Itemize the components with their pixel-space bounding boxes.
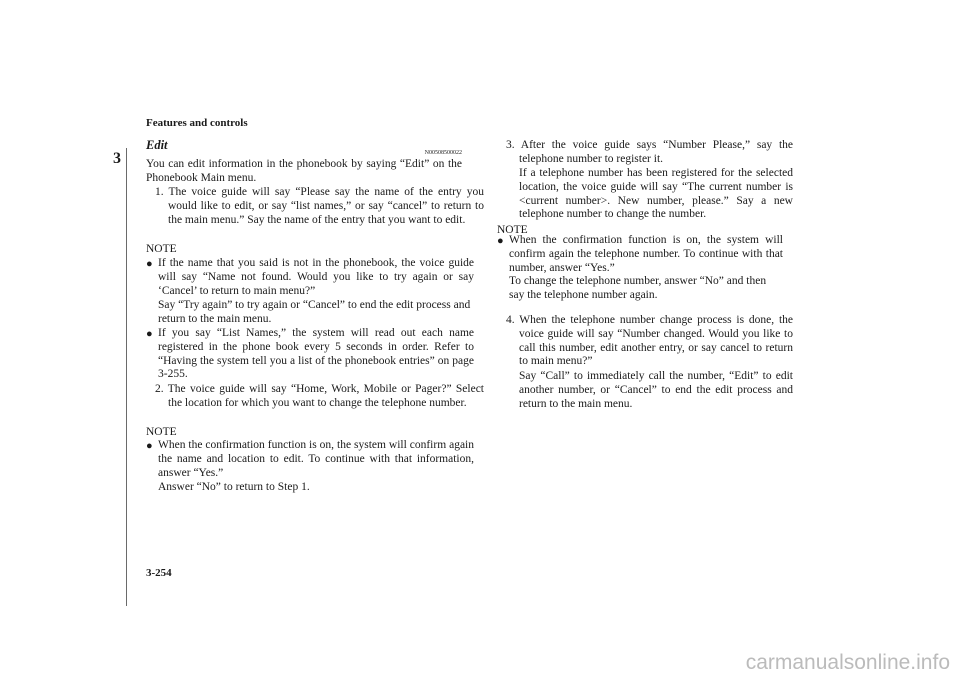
step-3-continued: If a telephone number has been registered for the selected location, the voice guide will say “The current number is <current number>. New number, please.” Say a new telephone number to change the number. bbox=[519, 167, 793, 221]
chapter-tab bbox=[100, 148, 127, 606]
note-3-bullet-1-continued: To change the telephone number, answer “No” and then say the telephone number again. bbox=[509, 275, 767, 301]
note-1-bullet-1-text: If the name that you said is not in the phonebook, the voice guide will say “Name not found. Would you like to try again or say ‘Cancel’ to return to main menu?” bbox=[158, 257, 474, 297]
section-title: Edit bbox=[146, 138, 168, 152]
note-1-bullet-1 bbox=[146, 257, 474, 298]
step-3: 3. After the voice guide says “Number Please,” say the telephone number to register it. bbox=[506, 139, 793, 165]
section-code: N00508500022 bbox=[424, 150, 462, 156]
step-4-continued: Say “Call” to immediately call the number, “Edit” to edit another number, or “Cancel” to end the edit process and return to the main menu. bbox=[519, 370, 793, 410]
note-1-bullet-2-text: If you say “List Names,” the system will read out each name registered in the phone book every 5 seconds in order. Refer to “Having the system tell you a list of the phonebook entries” on page 3-255. bbox=[158, 327, 474, 381]
section-heading bbox=[146, 138, 462, 156]
chapter-number: 3 bbox=[113, 150, 121, 167]
note-3-bullet-1-text: When the confirmation function is on, the system will confirm again the telephone number. To continue with that number, answer “Yes.” bbox=[509, 234, 783, 274]
step-2: 2. The voice guide will say “Home, Work, Mobile or Pager?” Select the location for which you want to change the telephone number. bbox=[155, 383, 484, 409]
bullet-icon: ● bbox=[146, 440, 153, 452]
note-2-bullet-1-text: When the confirmation function is on, the system will confirm again the name and location to edit. To continue with that information, answer “Yes.” bbox=[158, 439, 474, 479]
bullet-icon: ● bbox=[497, 235, 504, 247]
page-number: 3-254 bbox=[146, 567, 172, 579]
note-2-bullet-1 bbox=[146, 439, 474, 480]
note-label-1: NOTE bbox=[146, 243, 177, 255]
step-4: 4. When the telephone number change process is done, the voice guide will say “Number changed. Would you like to call this number, edit another entry, or say cancel to return to main menu?” bbox=[506, 314, 793, 368]
note-2-bullet-1-continued: Answer “No” to return to Step 1. bbox=[158, 481, 310, 493]
note-3-bullet-1 bbox=[497, 234, 783, 275]
note-label-3: NOTE bbox=[497, 224, 528, 236]
header-title: Features and controls bbox=[146, 117, 248, 129]
bullet-icon: ● bbox=[146, 328, 153, 340]
intro-paragraph: You can edit information in the phonebook by saying “Edit” on the Phonebook Main menu. bbox=[146, 158, 462, 184]
note-label-2: NOTE bbox=[146, 426, 177, 438]
note-1-bullet-1-continued: Say “Try again” to try again or “Cancel” to end the edit process and return to the main menu. bbox=[158, 299, 471, 325]
bullet-icon: ● bbox=[146, 258, 153, 270]
step-1: 1. The voice guide will say “Please say the name of the entry you would like to edit, or say “list names,” or say “cancel” to return to the main menu.” Say the name of the entry that you want to edit. bbox=[155, 186, 484, 226]
note-1-bullet-2 bbox=[146, 327, 474, 382]
watermark: carmanualsonline.info bbox=[745, 651, 950, 674]
